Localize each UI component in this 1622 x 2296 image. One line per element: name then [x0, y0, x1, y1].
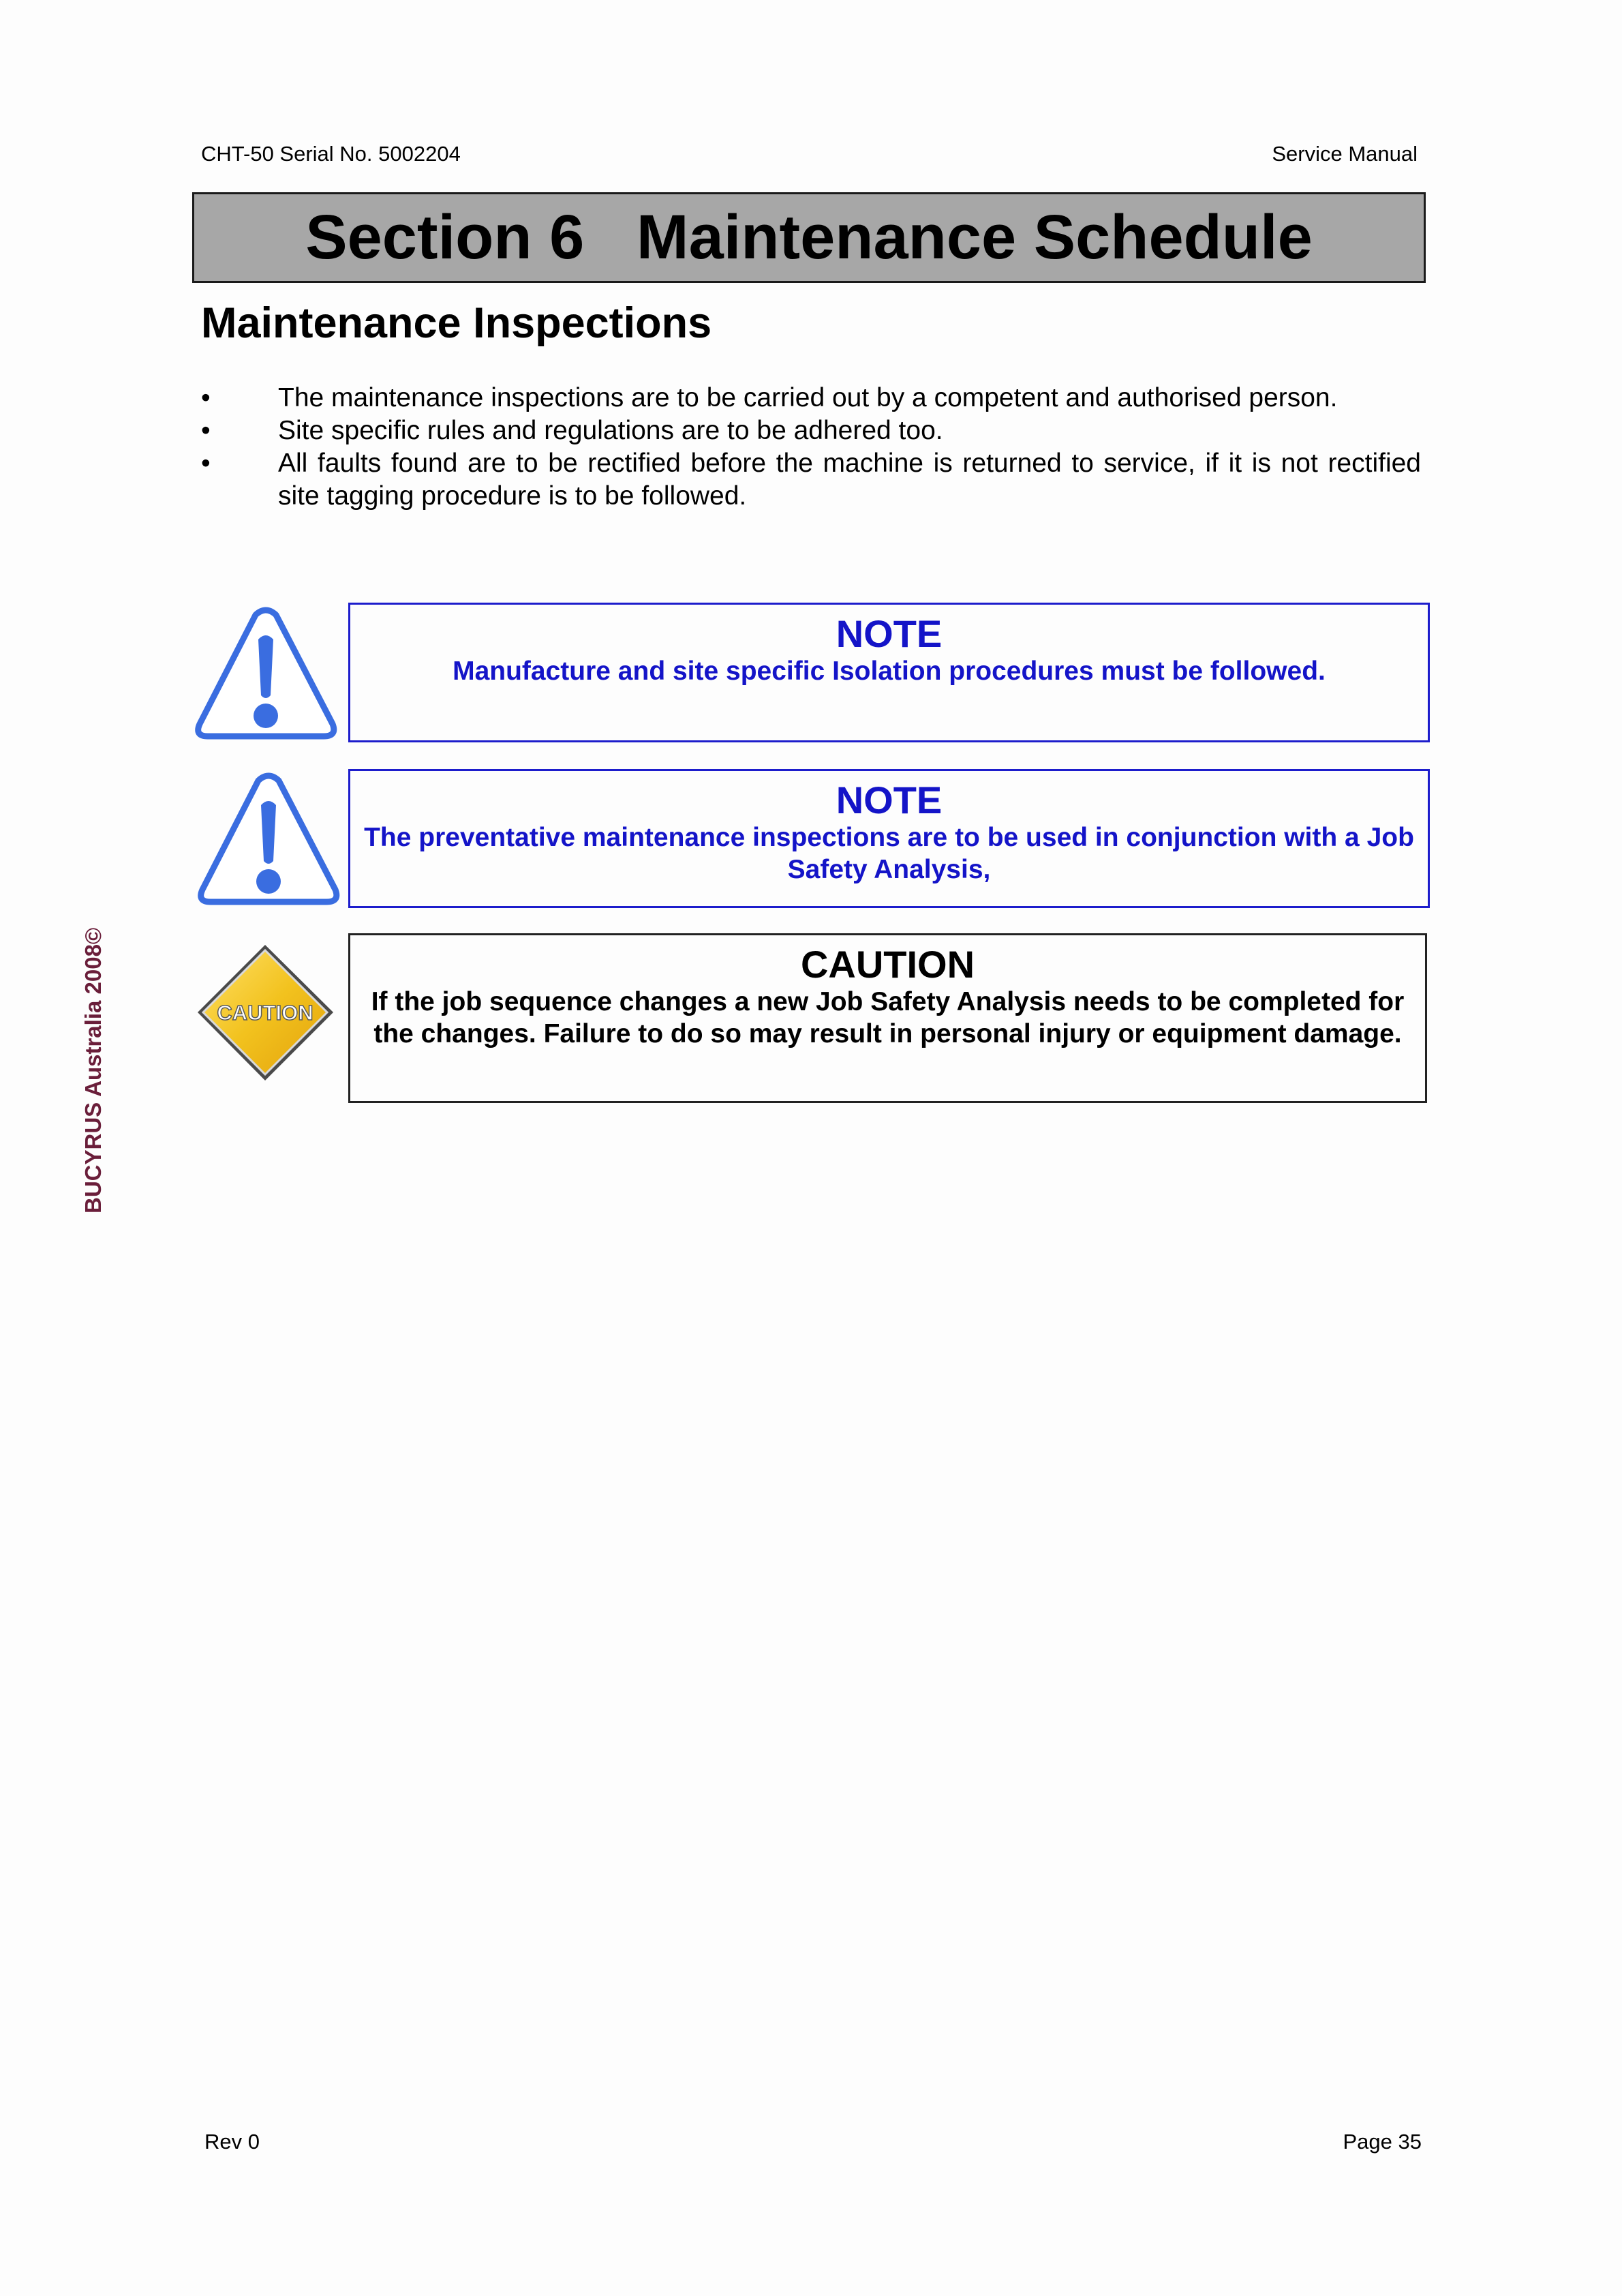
list-item	[201, 382, 1421, 414]
note-body: Manufacture and site specific Isolation procedures must be followed.	[453, 656, 1326, 686]
note-title: NOTE	[836, 612, 943, 655]
caution-title: CAUTION	[800, 943, 975, 986]
bullet-marker: •	[201, 416, 211, 445]
note-body: The preventative maintenance inspections are to be used in conjunction with a Job Safety Analysis,	[364, 823, 1414, 884]
inspection-rules-list	[201, 382, 1421, 513]
footer-page-number: Page 35	[1343, 2130, 1422, 2154]
list-item-text: The maintenance inspections are to be carried out by a competent and authorised person.	[278, 383, 1338, 412]
warning-triangle-icon	[196, 772, 342, 909]
copyright-sidebar-text: BUCYRUS Australia 2008©	[80, 927, 106, 1213]
caution-body: If the job sequence changes a new Job Safety Analysis needs to be completed for the changes. Failure to do so may result in personal injury or equipment damage.	[371, 987, 1405, 1048]
caution-box-job-sequence	[348, 933, 1427, 1103]
footer-revision: Rev 0	[204, 2130, 260, 2154]
list-item	[201, 447, 1421, 513]
list-item-text: All faults found are to be rectified before the machine is returned to service, if it is not rectified site tagging procedure is to be followed.	[278, 449, 1421, 511]
header-document-type: Service Manual	[1272, 142, 1418, 166]
warning-triangle-icon	[193, 607, 339, 743]
header-document-id: CHT-50 Serial No. 5002204	[201, 142, 461, 166]
list-item-text: Site specific rules and regulations are to be adhered too.	[278, 416, 943, 445]
bullet-marker: •	[201, 383, 211, 412]
subheading-maintenance-inspections: Maintenance Inspections	[201, 299, 712, 347]
note-box-job-safety	[348, 769, 1430, 908]
list-item	[201, 414, 1421, 447]
note-box-isolation	[348, 603, 1430, 742]
caution-diamond-icon	[192, 939, 339, 1086]
caution-sign-label: CAUTION	[217, 1001, 313, 1025]
section-title-banner: Section 6 Maintenance Schedule	[192, 192, 1426, 283]
note-title: NOTE	[836, 779, 943, 821]
bullet-marker: •	[201, 449, 211, 478]
